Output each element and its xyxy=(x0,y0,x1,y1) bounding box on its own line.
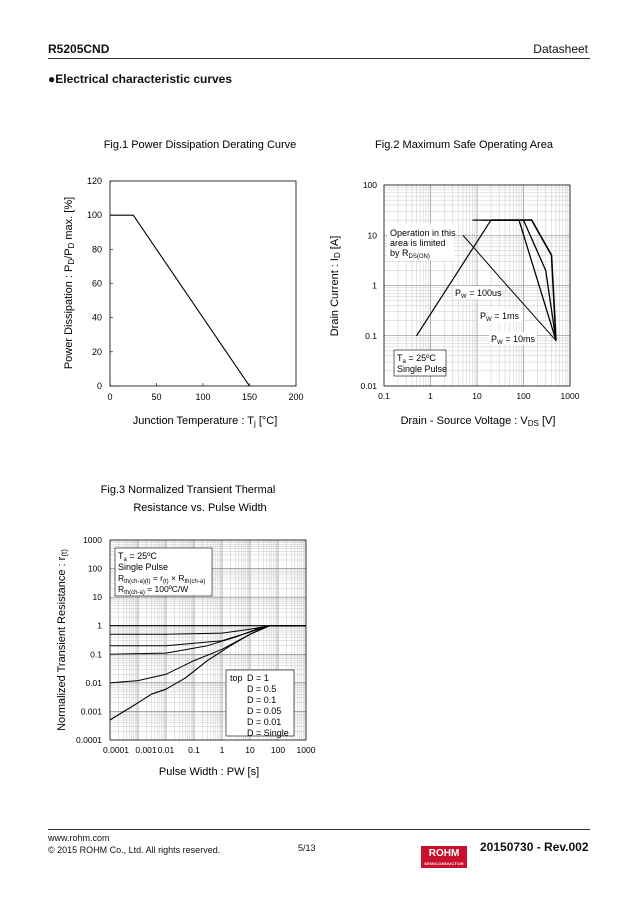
fig3-legend-entry: D = 0.5 xyxy=(247,684,277,694)
fig3-xtick-label: 0.1 xyxy=(188,745,200,755)
fig2-ytick-label: 0.1 xyxy=(365,330,377,341)
fig3-ytick-label: 0.1 xyxy=(90,649,102,660)
fig3-ytick-label: 1 xyxy=(97,620,102,631)
fig2-pw10ms: $P_W = 10ms$ xyxy=(491,334,535,346)
fig2-cond2: Single Pulse xyxy=(397,364,448,374)
fig1-ytick-label: 100 xyxy=(86,210,102,221)
fig3-ytick-label: 0.01 xyxy=(85,677,102,688)
fig2-pw1ms: $P_W = 1ms$ xyxy=(480,311,519,323)
revision: 20150730 - Rev.002 xyxy=(480,840,589,854)
fig2-ytick-label: 0.01 xyxy=(360,381,377,391)
bullet-icon: ● xyxy=(48,72,56,86)
fig2-cond1: $T_a$ = 25ºC xyxy=(397,353,436,365)
doc-type: Datasheet xyxy=(533,42,588,56)
section-title: ●Electrical characteristic curves xyxy=(48,72,233,86)
fig3-xtick-label: 1000 xyxy=(296,745,316,755)
fig2-xtick-label: 0.1 xyxy=(378,391,390,401)
fig2-xtick-label: 1000 xyxy=(560,391,580,401)
fig3-xtick-label: 10 xyxy=(245,745,255,755)
fig3-ytick-label: 0.0001 xyxy=(76,735,102,745)
fig2-ylabel: Drain Current : ID [A] xyxy=(329,235,342,337)
footer-rule xyxy=(48,829,590,830)
fig3-ytick-label: 1000 xyxy=(83,535,102,545)
fig3-cond3: $R_{th(ch-a)(t)} = r_{(t)} \times R_{th(ch-a)}$ xyxy=(118,573,206,585)
part-number: R5205CND xyxy=(48,42,110,56)
fig3-legend-entry: D = 0.1 xyxy=(247,695,277,705)
fig2-rds-text1: Operation in this xyxy=(390,228,456,238)
fig3-xtick-label: 0.01 xyxy=(157,745,175,755)
fig2-chart xyxy=(329,139,580,428)
fig3-xlabel: Pulse Width : PW [s] xyxy=(158,766,260,778)
fig1-ytick-label: 60 xyxy=(91,278,102,289)
fig1-ylabel: Power Dissipation : PD/PD max. [%] xyxy=(63,196,76,370)
fig3-legend-entry: D = 1 xyxy=(247,673,269,683)
fig3-cond2: Single Pulse xyxy=(118,562,169,572)
rohm-logo: ROHM SEMICONDUCTOR xyxy=(421,846,467,868)
page-number: 5/13 xyxy=(298,843,316,853)
fig2-rds-text3: by $R_{DS(ON)}$ xyxy=(390,248,430,260)
fig1-xtick-label: 200 xyxy=(288,392,304,402)
fig3-cond4: $R_{th(ch-a)}$ = 100ºC/W xyxy=(118,584,189,596)
fig1-ytick-label: 20 xyxy=(91,346,102,357)
fig3-ytick-label: 0.001 xyxy=(80,706,102,717)
footer-url[interactable]: www.rohm.com xyxy=(48,833,110,843)
fig2-xlabel: Drain - Source Voltage : VDS [V] xyxy=(400,415,556,428)
fig1-title: Fig.1 Power Dissipation Derating Curve xyxy=(103,139,297,151)
fig3-cond1: $T_a$ = 25ºC xyxy=(118,551,157,563)
fig2-series-line xyxy=(473,220,557,341)
fig3-ytick-label: 10 xyxy=(92,592,102,603)
fig1-ytick-label: 40 xyxy=(91,312,102,323)
fig2-xtick-label: 100 xyxy=(516,391,531,401)
fig1-xtick-label: 0 xyxy=(107,392,113,402)
fig2-xtick-label: 10 xyxy=(472,391,482,401)
fig2-ytick-label: 10 xyxy=(367,230,377,241)
fig1-ytick-label: 120 xyxy=(86,176,102,186)
fig2-xtick-label: 1 xyxy=(428,391,433,401)
fig2-title: Fig.2 Maximum Safe Operating Area xyxy=(375,139,553,151)
fig1-xtick-label: 100 xyxy=(195,392,211,402)
fig1-series-line xyxy=(110,215,250,386)
fig3-xtick-label: 0.001 xyxy=(135,745,157,755)
fig1-frame xyxy=(110,181,296,386)
fig2-pw100us: $P_W = 100us$ xyxy=(455,288,502,300)
footer-left xyxy=(48,832,220,856)
fig1-chart xyxy=(63,139,304,428)
fig1-ytick-label: 0 xyxy=(96,381,102,391)
fig3-title-2: Resistance vs. Pulse Width xyxy=(133,502,267,514)
fig2-ytick-label: 1 xyxy=(372,280,377,291)
fig3-xtick-label: 100 xyxy=(270,745,286,755)
fig1-xtick-label: 150 xyxy=(241,392,258,402)
fig3-legend-entry: D = Single xyxy=(247,728,289,738)
fig3-ytick-label: 100 xyxy=(87,563,102,574)
footer-copyright: © 2015 ROHM Co., Ltd. All rights reserved. xyxy=(48,845,221,855)
fig2-ytick-label: 100 xyxy=(362,180,377,190)
fig3-xtick-label: 1 xyxy=(219,745,225,755)
fig3-legend-prefix: top xyxy=(230,673,243,683)
fig3-chart xyxy=(56,484,316,778)
fig3-xtick-label: 0.0001 xyxy=(103,745,129,755)
fig1-xlabel: Junction Temperature : Tj [°C] xyxy=(132,415,278,428)
fig3-ylabel: Normalized Transient Resistance : r(t) xyxy=(56,549,69,731)
fig3-legend-entry: D = 0.05 xyxy=(247,706,282,716)
fig3-title-1: Fig.3 Normalized Transient Thermal xyxy=(100,484,276,496)
fig1-ytick-label: 80 xyxy=(91,244,102,255)
fig1-xtick-label: 50 xyxy=(151,392,162,402)
fig3-legend-entry: D = 0.01 xyxy=(247,717,282,727)
fig2-rds-text2: area is limited xyxy=(390,238,446,248)
